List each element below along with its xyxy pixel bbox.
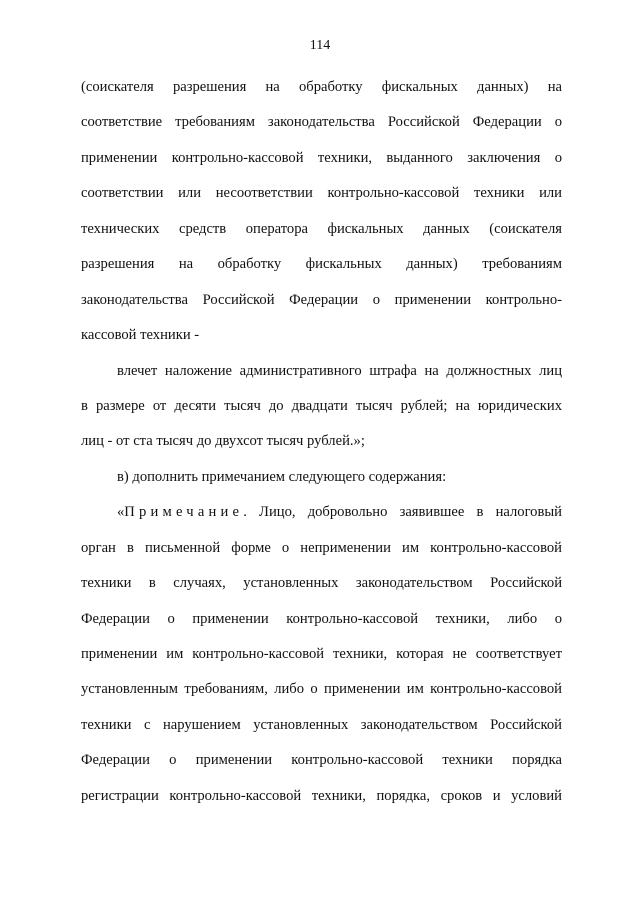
paragraph-first-line: в) дополнить примечанием следующего содержания: [117,468,447,485]
text-line: кассовой техники - [81,327,200,344]
paragraph-first-line: влечет наложение административного штрафа на должностных лиц [117,362,562,379]
text-line: применении контрольно-кассовой техники, выданного заключения о [81,149,562,166]
text-line: установленным требованиям, либо о применении им контрольно-кассовой [81,681,562,698]
note-first-line [81,502,562,537]
text-line: применении им контрольно-кассовой техники, которая не соответствует [81,646,562,662]
text-line: соответствии или несоответствии контрольно-кассовой техники или [81,185,562,202]
document-body [81,77,562,821]
text-line: законодательства Российской Федерации о применении контрольно- [81,291,562,308]
note-text: . Лицо, добровольно заявившее в налоговый [243,504,562,521]
text-line: разрешения на обработку фискальных данных) требованиям [81,256,562,273]
text-line: техники в случаях, установленных законодательством Российской [81,575,562,592]
note-heading: Примечание [124,504,244,521]
text-line: техники с нарушением установленных законодательством Российской [81,716,562,733]
text-line: регистрации контрольно-кассовой техники, порядка, сроков и условий [81,787,562,804]
text-line: орган в письменной форме о неприменении им контрольно-кассовой [81,539,562,556]
text-line: лиц - от ста тысяч до двухсот тысяч рублей.»; [81,433,365,450]
note-open-quote: « [117,504,125,521]
text-line: в размере от десяти тысяч до двадцати тысяч рублей; на юридических [81,397,562,414]
text-line: Федерации о применении контрольно-кассовой техники порядка [81,752,562,769]
text-line: Федерации о применении контрольно-кассовой техники, либо о [81,610,562,627]
text-line: соответствие требованиям законодательства Российской Федерации о [81,114,562,131]
text-line: (соискателя разрешения на обработку фискальных данных) на [81,79,562,95]
page-number: 114 [309,38,331,53]
text-line: технических средств оператора фискальных данных (соискателя [81,220,562,237]
